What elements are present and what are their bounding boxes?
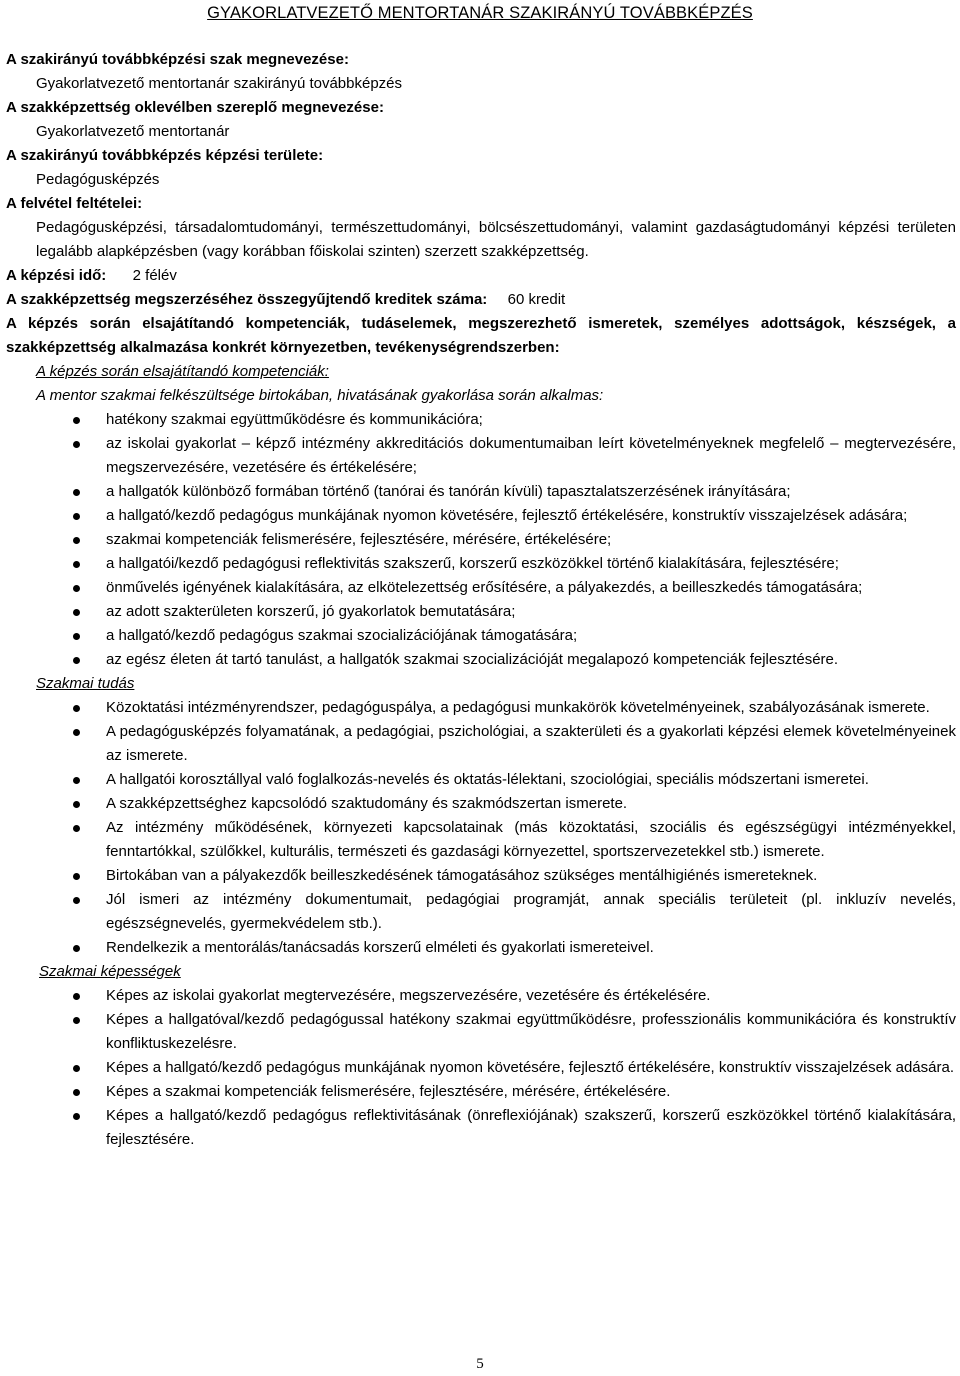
list-item: Képes a szakmai kompetenciák felismerésére, fejlesztésére, mérésére, értékelésére. — [6, 1080, 956, 1104]
page-number: 5 — [476, 1356, 484, 1372]
list-item: Közoktatási intézményrendszer, pedagóguspálya, a pedagógusi munkakörök követelményeinek, szabályozásának ismerete. — [6, 696, 956, 720]
field-value-felvetel: Pedagógusképzési, társadalomtudományi, természettudományi, bölcsészettudományi, valamint gazdaságtudományi képzési területen legalább alapképzésben (vagy korábban főiskolai szinten) szerzett szakképzettség. — [36, 219, 956, 260]
list-item: Jól ismeri az intézmény dokumentumait, pedagógiai programját, annak speciális területeit (pl. inkluzív nevelés, egészségnevelés, gyermekvédelem stb.). — [6, 888, 956, 936]
tudas-heading: Szakmai tudás — [36, 675, 135, 692]
field-label-oklevel: A szakképzettség oklevélben szereplő megnevezése: — [6, 99, 384, 116]
list-item: Képes a hallgató/kezdő pedagógus munkájának nyomon követésére, fejlesztő értékelésére, konstruktív visszajelzések adására. — [6, 1056, 956, 1080]
list-item: az iskolai gyakorlat – képző intézmény akkreditációs dokumentumaiban leírt követelményeknek megfelelő – megtervezésére, megszervezésére, vezetésére és értékelésére; — [6, 432, 956, 480]
field-label-terulet: A szakirányú továbbképzés képzési területe: — [6, 147, 324, 164]
field-row-kredit — [6, 288, 956, 312]
list-item: Birtokában van a pályakezdők beilleszkedésének támogatásához szükséges mentálhigiénés ismereteknek. — [6, 864, 956, 888]
list-item: a hallgató/kezdő pedagógus szakmai szocializációjának támogatására; — [6, 624, 956, 648]
kompetenciak-list — [6, 408, 956, 672]
field-value-kredit: 60 kredit — [507, 291, 566, 308]
list-item: A hallgatói korosztállyal való foglalkozás-nevelés és oktatás-lélektani, szociológiai, speciális módszertani ismeretei. — [6, 768, 956, 792]
list-item: hatékony szakmai együttműködésre és kommunikációra; — [6, 408, 956, 432]
field-value-szak: Gyakorlatvezető mentortanár szakirányú továbbképzés — [36, 75, 403, 92]
document-title: GYAKORLATVEZETŐ MENTORTANÁR SZAKIRÁNYÚ TOVÁBBKÉPZÉS — [207, 4, 753, 22]
list-item: A szakképzettséghez kapcsolódó szaktudomány és szakmódszertan ismerete. — [6, 792, 956, 816]
list-item: a hallgatói/kezdő pedagógusi reflektivitás szakszerű, korszerű eszközökkel történő kialakítására, fejlesztésére; — [6, 552, 956, 576]
tudas-list — [6, 696, 956, 960]
field-value-terulet: Pedagógusképzés — [36, 171, 160, 188]
list-item: önművelés igényének kialakítására, az elkötelezettség erősítésére, a pályakezdés, a beilleszkedés támogatására; — [6, 576, 956, 600]
list-item: a hallgató/kezdő pedagógus munkájának nyomon követésére, fejlesztő értékelésére, konstruktív visszajelzések adására; — [6, 504, 956, 528]
field-label-felvetel: A felvétel feltételei: — [6, 195, 143, 212]
field-label-kredit: A szakképzettség megszerzéséhez összegyűjtendő kreditek száma: — [6, 291, 488, 308]
list-item: Az intézmény működésének, környezeti kapcsolatainak (más közoktatási, szociális és egészségügyi intézményekkel, fenntartókkal, szülőkkel, kulturális, természeti és gazdasági környezettel, sportszervezetekkel stb.) ismerete. — [6, 816, 956, 864]
kompetencia-section-heading: A képzés során elsajátítandó kompetenciák, tudáselemek, megszerezhető ismeretek, személyes adottságok, készségek, a szakképzettség alkalmazása konkrét környezetben, tevékenységrendszerben: — [6, 315, 956, 356]
list-item: Képes az iskolai gyakorlat megtervezésére, megszervezésére, vezetésére és értékelésére. — [6, 984, 956, 1008]
kepessegek-heading: Szakmai képességek — [39, 963, 181, 980]
field-label-szak: A szakirányú továbbképzési szak megnevezése: — [6, 51, 349, 68]
field-value-oklevel: Gyakorlatvezető mentortanár — [36, 123, 230, 140]
kepessegek-list — [6, 984, 956, 1152]
document-body — [6, 48, 956, 1152]
list-item: Képes a hallgatóval/kezdő pedagógussal hatékony szakmai együttműködésre, professzionális kommunikációra és konstruktív konfliktuskezelésre. — [6, 1008, 956, 1056]
list-item: A pedagógusképzés folyamatának, a pedagógiai, pszichológiai, a szakterületi és a gyakorlati képzési elemek követelményeinek az ismerete. — [6, 720, 956, 768]
list-item: a hallgatók különböző formában történő (tanórai és tanórán kívüli) tapasztalatszerzésének irányítására; — [6, 480, 956, 504]
kompetenciak-intro: A mentor szakmai felkészültsége birtokában, hivatásának gyakorlása során alkalmas: — [36, 387, 604, 404]
field-value-ido: 2 félév — [132, 267, 177, 284]
list-item: Képes a hallgató/kezdő pedagógus reflektivitásának (önreflexiójának) szakszerű, korszerű eszközökkel történő kialakítására, fejlesztésére. — [6, 1104, 956, 1152]
list-item: az adott szakterületen korszerű, jó gyakorlatok bemutatására; — [6, 600, 956, 624]
field-row-ido — [6, 264, 956, 288]
kompetenciak-heading: A képzés során elsajátítandó kompetenciák: — [36, 363, 329, 380]
list-item: Rendelkezik a mentorálás/tanácsadás korszerű elméleti és gyakorlati ismereteivel. — [6, 936, 956, 960]
list-item: az egész életen át tartó tanulást, a hallgatók szakmai szocializációját megalapozó kompetenciák fejlesztésére. — [6, 648, 956, 672]
field-label-ido: A képzési idő: — [6, 267, 107, 284]
list-item: szakmai kompetenciák felismerésére, fejlesztésére, mérésére, értékelésére; — [6, 528, 956, 552]
